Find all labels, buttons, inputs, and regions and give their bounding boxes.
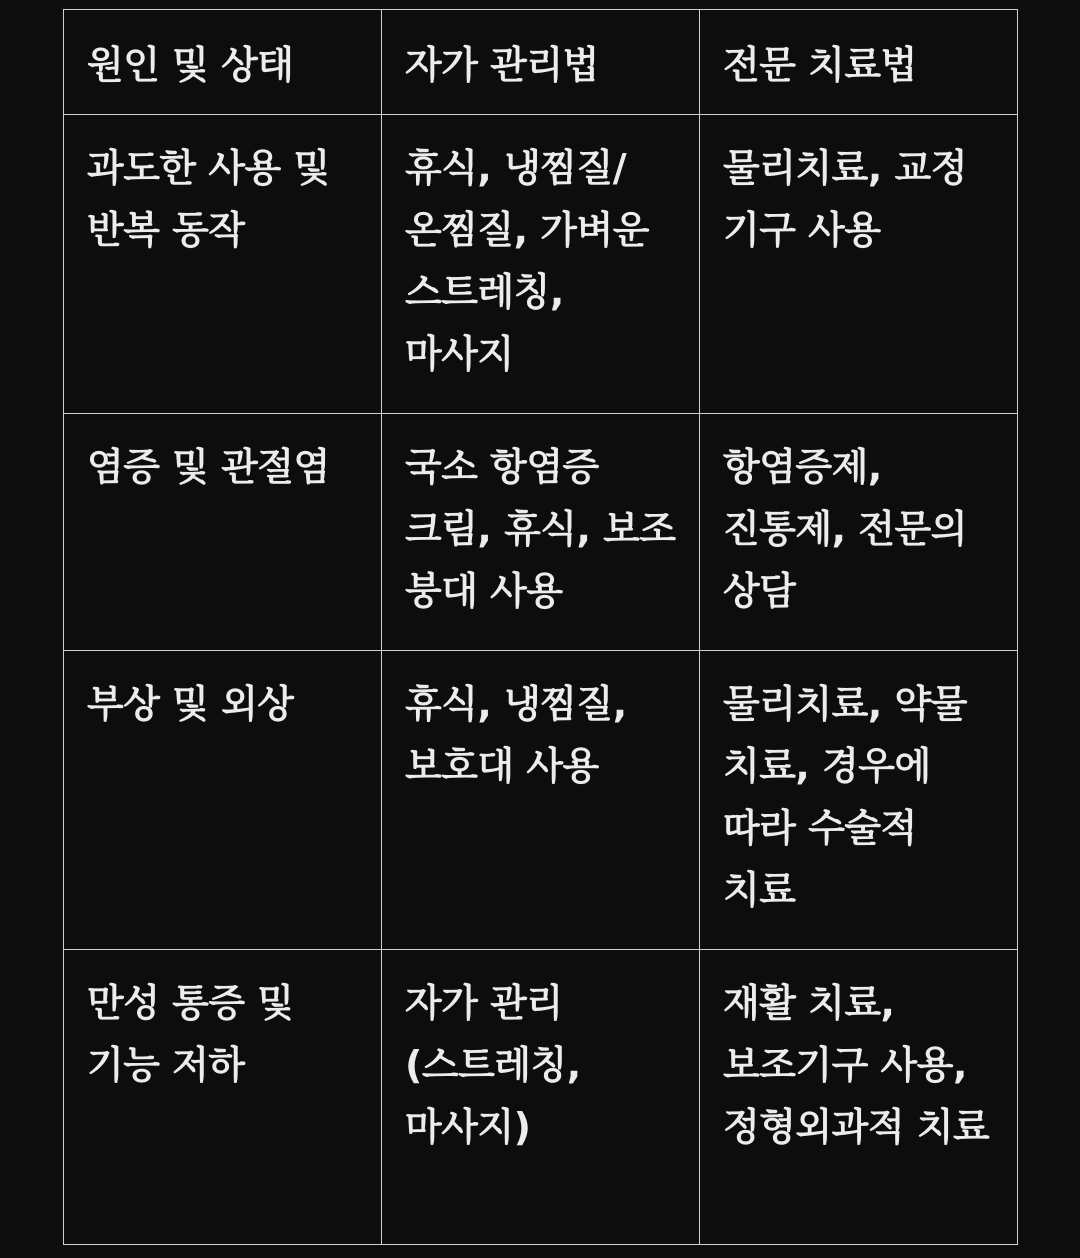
cell-professional-treatment: 물리치료, 교정 기구 사용 [700, 115, 1018, 414]
table-row [64, 950, 1018, 1245]
cell-professional-treatment: 물리치료, 약물 치료, 경우에 따라 수술적 치료 [700, 651, 1018, 950]
table-row [64, 651, 1018, 950]
table-header-row [64, 10, 1018, 115]
header-self-care: 자가 관리법 [382, 10, 700, 115]
cell-self-care: 자가 관리(스트레칭, 마사지) [382, 950, 700, 1245]
cell-self-care: 휴식, 냉찜질/ 온찜질, 가벼운 스트레칭, 마사지 [382, 115, 700, 414]
cell-self-care: 휴식, 냉찜질, 보호대 사용 [382, 651, 700, 950]
cell-cause: 과도한 사용 및 반복 동작 [64, 115, 382, 414]
cell-cause: 부상 및 외상 [64, 651, 382, 950]
cell-self-care: 국소 항염증 크림, 휴식, 보조 붕대 사용 [382, 414, 700, 651]
table-row [64, 115, 1018, 414]
cell-cause: 만성 통증 및 기능 저하 [64, 950, 382, 1245]
header-professional-treatment: 전문 치료법 [700, 10, 1018, 115]
cell-professional-treatment: 항염증제, 진통제, 전문의 상담 [700, 414, 1018, 651]
cell-professional-treatment: 재활 치료, 보조기구 사용, 정형외과적 치료 [700, 950, 1018, 1245]
treatment-table [63, 9, 1018, 1245]
header-cause: 원인 및 상태 [64, 10, 382, 115]
cell-cause: 염증 및 관절염 [64, 414, 382, 651]
table-row [64, 414, 1018, 651]
